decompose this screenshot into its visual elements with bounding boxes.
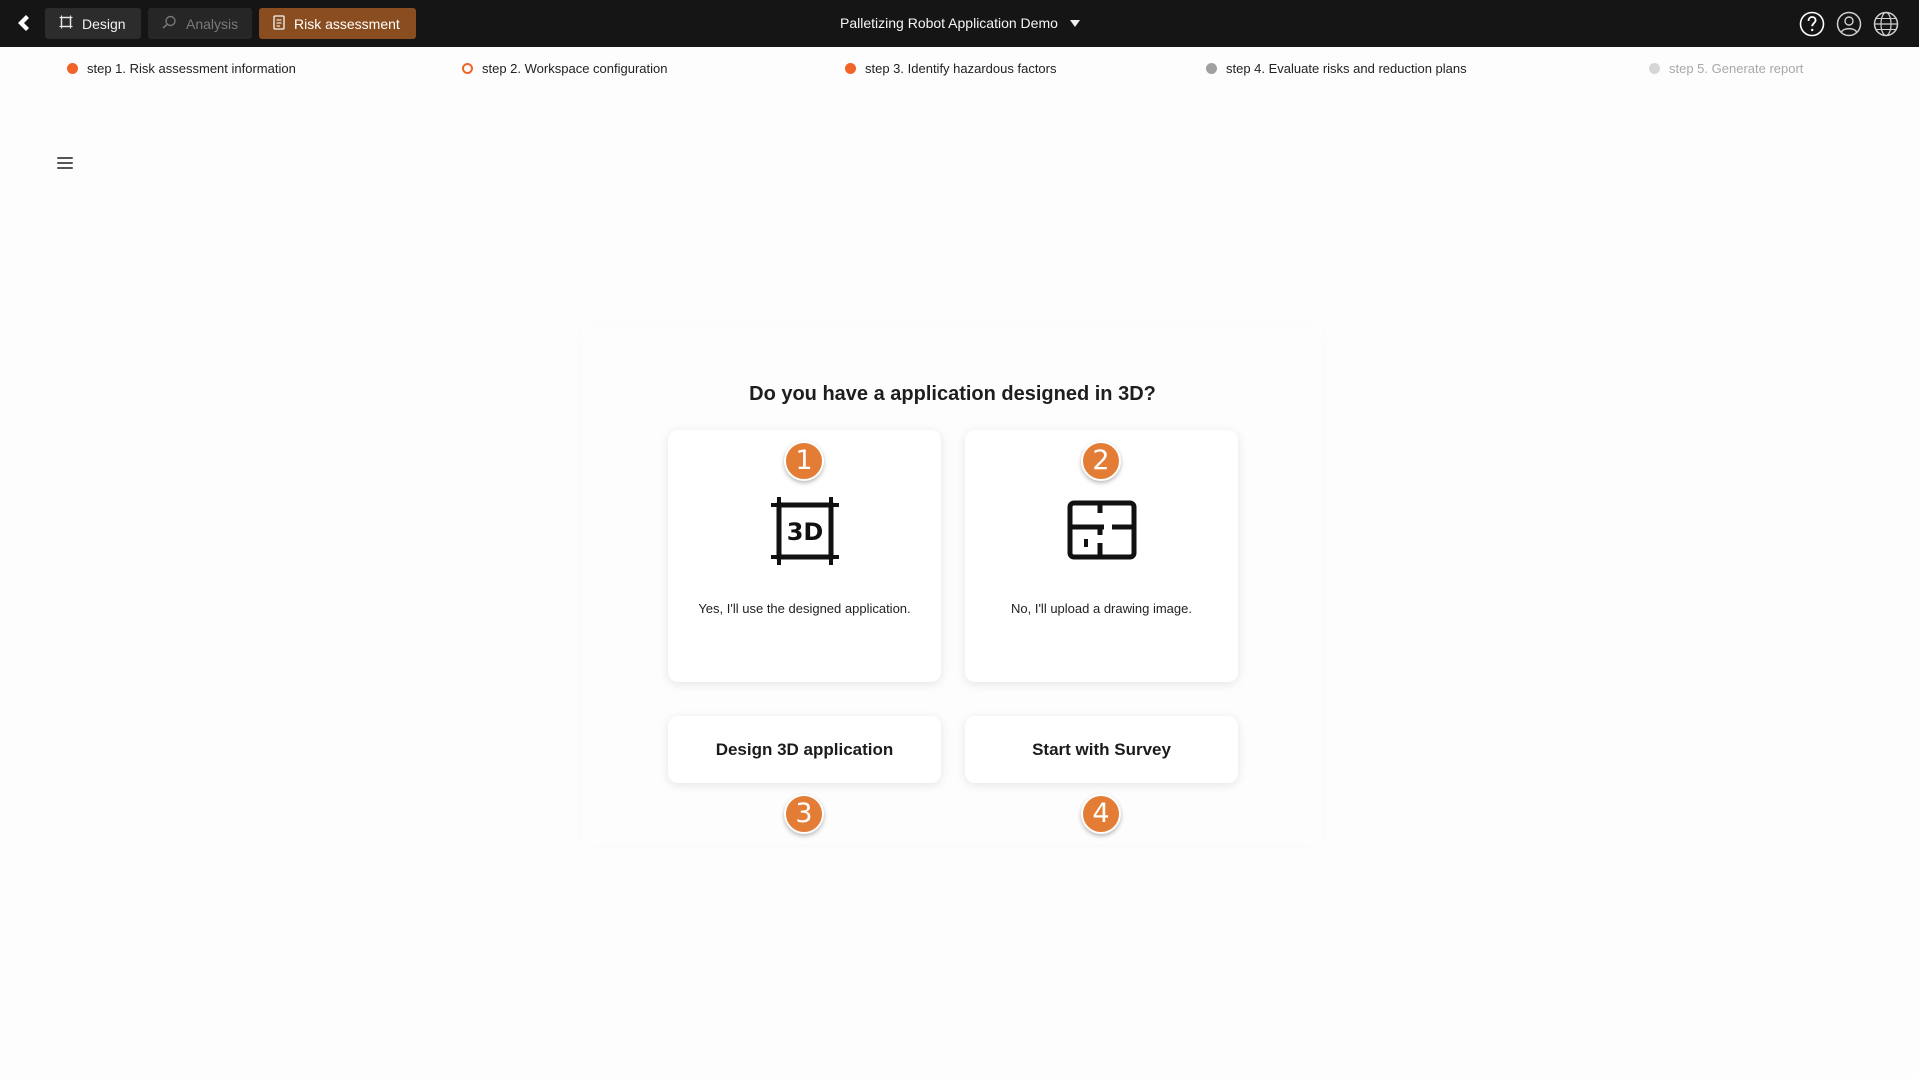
floor-plan-icon [1066, 495, 1138, 567]
tab-analysis[interactable] [148, 8, 252, 39]
chevron-down-icon [1070, 20, 1080, 27]
help-icon[interactable] [1799, 11, 1825, 37]
menu-icon[interactable] [56, 155, 74, 171]
step-badge-2: 2 [1081, 441, 1121, 481]
step-5-label: step 5. Generate report [1669, 60, 1804, 76]
step-4[interactable] [1206, 59, 1467, 77]
step-badge-1: 1 [784, 441, 824, 481]
globe-icon[interactable] [1873, 11, 1899, 37]
tab-risk-assessment[interactable] [259, 8, 416, 39]
tab-design[interactable] [45, 8, 141, 39]
tab-risk-assessment-label: Risk assessment [294, 15, 400, 32]
user-icon[interactable] [1836, 11, 1862, 37]
step-4-label: step 4. Evaluate risks and reduction plans [1226, 60, 1467, 76]
project-selector[interactable] [840, 12, 1080, 34]
step-done-dot-icon [67, 63, 78, 74]
step-pending-dot-icon [1206, 63, 1217, 74]
back-arrow-icon[interactable] [12, 10, 38, 36]
step-badge-3: 3 [784, 794, 824, 834]
top-bar [0, 0, 1919, 47]
step-1-label: step 1. Risk assessment information [87, 60, 296, 76]
svg-text:3D: 3D [786, 518, 824, 546]
tab-analysis-label: Analysis [186, 15, 239, 32]
step-1[interactable] [67, 59, 296, 77]
step-2[interactable] [462, 59, 667, 77]
page-question: Do you have a application designed in 3D? [749, 383, 1156, 405]
start-with-survey-button[interactable]: Start with Survey [965, 716, 1238, 783]
option-1-text: Yes, I'll use the designed application. [698, 601, 911, 616]
step-disabled-dot-icon [1649, 63, 1660, 74]
step-3-label: step 3. Identify hazardous factors [865, 60, 1057, 76]
step-done-dot-icon [845, 63, 856, 74]
tab-design-label: Design [82, 15, 126, 32]
3d-frame-icon [769, 495, 841, 567]
step-badge-4: 4 [1081, 794, 1121, 834]
design-frame-icon [59, 15, 73, 32]
design-3d-application-button[interactable]: Design 3D application [668, 716, 941, 783]
step-5 [1649, 59, 1803, 77]
option-2-text: No, I'll upload a drawing image. [1011, 601, 1192, 616]
document-icon [273, 15, 285, 33]
step-current-ring-icon [462, 63, 473, 74]
step-2-label: step 2. Workspace configuration [482, 60, 668, 76]
analysis-search-icon [162, 15, 177, 32]
project-name: Palletizing Robot Application Demo [840, 15, 1058, 31]
step-3[interactable] [845, 59, 1057, 77]
